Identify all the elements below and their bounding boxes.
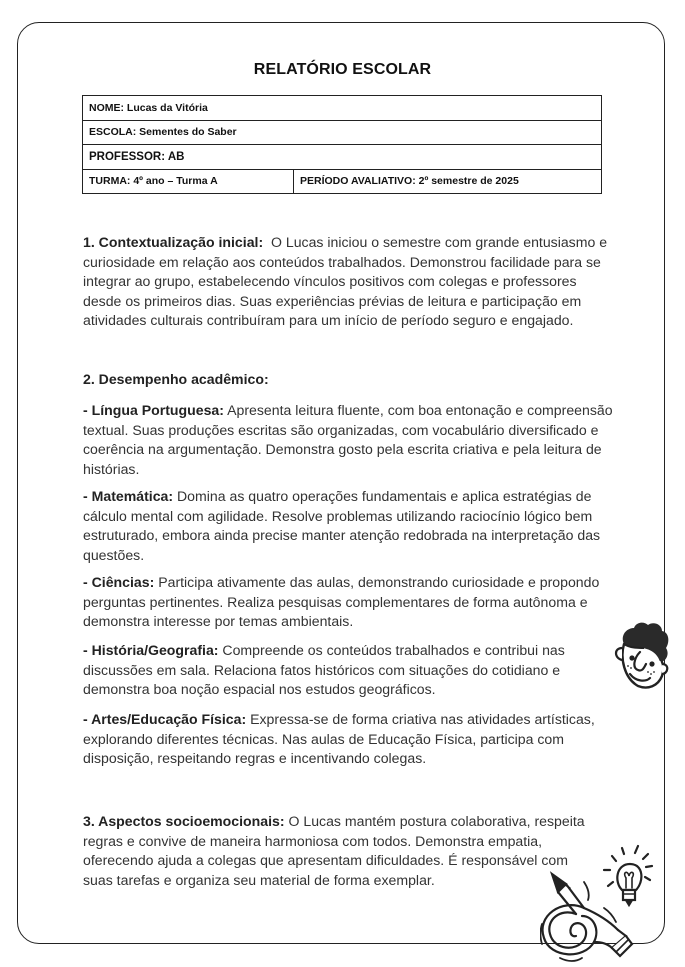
section-heading: 3. Aspectos socioemocionais: [83, 813, 285, 829]
turma-label: TURMA: [89, 175, 131, 188]
table-row-escola [83, 120, 602, 145]
subject-label: - Matemática: [83, 488, 174, 504]
subject-historia-geografia [83, 641, 613, 700]
escola-value: Sementes do Saber [139, 126, 237, 139]
section-body: O Lucas iniciou o semestre com grande entusiasmo e curiosidade em relação aos conteúdos trabalhados. Demonstrou facilidade para se integrar ao grupo, estabelecendo vínculos positivos com colegas e professores desde os primeiros dias. Suas experiências prévias de leitura e participação em atividades culturais contribuíram para um início de período seguro e engajado. [83, 234, 608, 329]
section-contextualizacao [83, 233, 613, 331]
table-row-professor [83, 145, 602, 170]
escola-cell [83, 120, 602, 145]
page-title: RELATÓRIO ESCOLAR [253, 61, 432, 78]
professor-label: PROFESSOR: [89, 150, 166, 163]
subject-body: Compreende os conteúdos trabalhados e contribui nas discussões em sala. Relaciona fatos históricos com situações do cotidiano e demonstra boa noção espacial nos estudos geográficos. [83, 642, 565, 698]
boy-face-icon [610, 618, 672, 696]
subject-matematica [83, 487, 613, 565]
section-heading: 1. Contextualização inicial: [83, 234, 264, 250]
subject-label: - Língua Portuguesa: [83, 402, 224, 418]
subject-label: - Ciências: [83, 574, 155, 590]
section-socioemocionais [83, 812, 595, 890]
periodo-cell [294, 169, 602, 194]
subject-body: Apresenta leitura fluente, com boa entonação e compreensão textual. Suas produções escritas são organizadas, com vocabulário diversificado e coerência na argumentação. Demonstra gosto pela escrita criativa e pela leitura de histórias. [83, 402, 613, 477]
subject-ciencias [83, 573, 613, 632]
nome-label: NOME: [89, 101, 124, 114]
section-body: O Lucas mantém postura colaborativa, respeita regras e convive de maneira harmoniosa com todos. Demonstra empatia, oferecendo ajuda a colegas que apresentam dificuldades. É responsável com suas tarefas e organiza seu material de forma exemplar. [83, 813, 585, 888]
subject-artes-educacao-fisica [83, 710, 613, 769]
turma-value: 4º ano – Turma A [133, 175, 218, 188]
professor-cell [83, 145, 602, 170]
section-desempenho-heading: 2. Desempenho acadêmico: [83, 371, 269, 387]
professor-value: AB [167, 150, 185, 163]
periodo-label: PERÍODO AVALIATIVO: [300, 175, 416, 188]
subject-body: Domina as quatro operações fundamentais e aplica estratégias de cálculo mental com agilidade. Resolve problemas utilizando raciocínio lógico bem estruturado, embora ainda precise manter atenção redobrada na interpretação das questões. [83, 488, 601, 563]
nome-cell [83, 96, 602, 121]
subject-label: - Artes/Educação Física: [83, 711, 247, 727]
subject-body: Participa ativamente das aulas, demonstrando curiosidade e propondo perguntas pertinentes. Realiza pesquisas complementares de forma autônoma e demonstra interesse por temas ambientais. [83, 574, 600, 630]
escola-label: ESCOLA: [89, 126, 137, 139]
student-info-table [82, 95, 602, 194]
table-row-turma-periodo [83, 169, 602, 194]
subject-lingua-portuguesa [83, 401, 613, 479]
subject-body: Expressa-se de forma criativa nas atividades artísticas, explorando diferentes técnicas. Nas aulas de Educação Física, participa com disposição, respeitando regras e incentivando colegas. [83, 711, 595, 767]
subject-label: - História/Geografia: [83, 642, 219, 658]
curly-pencil-icon [540, 868, 640, 963]
turma-cell [83, 169, 294, 194]
periodo-value: 2º semestre de 2025 [418, 175, 519, 188]
nome-value: Lucas da Vitória [126, 101, 208, 114]
table-row-nome [83, 96, 602, 121]
